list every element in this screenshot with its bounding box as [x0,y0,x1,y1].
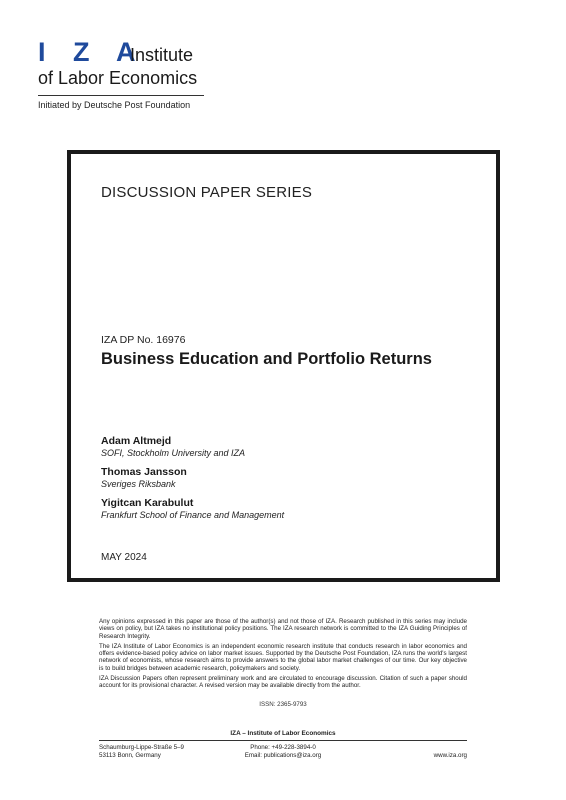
disclaimer-paragraph: IZA Discussion Papers often represent preliminary work and are circulated to encourage discussion. Citation of such a paper should account for its provisional character. A revised version may be available directly from the author. [99,675,467,690]
logo-institute-word: Institute [130,45,194,65]
footer [99,730,467,759]
series-title: DISCUSSION PAPER SERIES [101,184,313,201]
footer-website-col [346,744,467,759]
author-list [101,434,481,527]
author-affiliation: SOFI, Stockholm University and IZA [101,448,246,458]
author-item [101,434,481,459]
dp-number: IZA DP No. 16976 [101,334,186,346]
author-name: Yigitcan Karabulut [101,497,194,509]
logo-line-2: of Labor Economics [38,68,198,88]
logo-row-top [38,38,204,66]
author-affiliation: Frankfurt School of Finance and Management [101,510,285,520]
address-line-1: Schaumburg-Lippe-Straße 5–9 [99,744,184,751]
footer-divider [99,740,467,741]
footer-phone: Phone: +49-228-3894-0 [250,744,316,751]
author-name: Adam Altmejd [101,435,172,447]
logo-divider [38,95,204,96]
publication-date: MAY 2024 [101,552,147,563]
issn: ISSN: 2365-9793 [259,701,307,708]
disclaimer-paragraph: The IZA Institute of Labor Economics is an independent economic research institute that conducts research in labor economics and offers evidence-based policy advice on labor market issues. Supported by the Deutsche Post Foundation, IZA runs the world's largest network of economists, whose research aims to provide answers to the global labor market challenges of our time. Our key objective is to build bridges between academic research, policymakers and society. [99,642,467,672]
logo-tagline: Initiated by Deutsche Post Foundation [38,100,191,110]
footer-org-name: IZA – Institute of Labor Economics [230,730,336,737]
footer-email[interactable]: Email: publications@iza.org [244,751,322,759]
footer-contact [222,744,343,759]
disclaimer [99,618,467,693]
paper-title: Business Education and Portfolio Returns [101,350,432,368]
iza-logo [38,38,204,110]
address-line-2: 53113 Bonn, Germany [99,751,161,759]
author-item [101,496,481,521]
disclaimer-paragraph: Any opinions expressed in this paper are those of the author(s) and not those of IZA. Research published in this series may include views on policy, but IZA takes no institutional policy positions. The IZA research network is committed to the IZA Guiding Principles of Research Integrity. [99,618,467,640]
footer-columns [99,744,467,759]
footer-address [99,744,220,759]
cover-box [67,150,500,582]
author-affiliation: Sveriges Riksbank [101,479,176,489]
author-name: Thomas Jansson [101,466,187,478]
author-item [101,465,481,490]
footer-website-link[interactable]: www.iza.org [433,751,467,759]
iza-letters: I Z A [38,37,146,67]
